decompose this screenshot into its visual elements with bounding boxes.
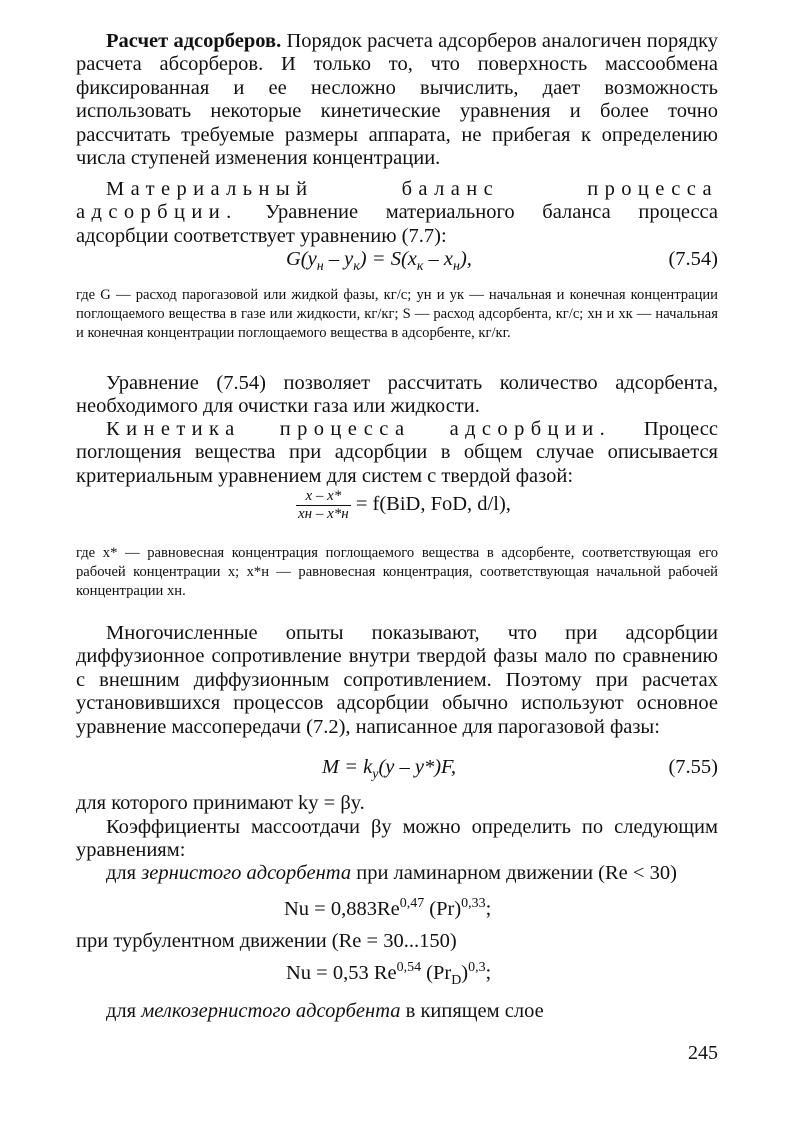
equation-nu-turbulent — [76, 962, 718, 990]
fraction-numerator: x – x* — [296, 488, 351, 506]
fraction — [296, 488, 351, 523]
definitions-text: где G — расход парогазовой или жидкой фазы, кг/с; yн и yк — начальная и конечная концентрации поглощаемого вещества в газе или жидкости, кг/кг; S — расход адсорбента, кг/с; xн и xк — начальная и конечная концентрации поглощаемого вещества в адсорбенте, кг/кг. — [76, 287, 718, 341]
fraction-denominator: xн – x*н — [298, 506, 349, 522]
paragraph-ky — [76, 792, 718, 815]
paragraph-adsorber-calculation — [76, 30, 718, 170]
paragraph-granular: для зернистого адсорбента при ламинарном движении (Re < 30) — [106, 862, 677, 884]
page-number: 245 — [688, 1042, 718, 1064]
paragraph-text: Уравнение материального баланса процесса адсорбции соответствует уравнению (7.7): — [76, 201, 718, 247]
paragraph-coefficients — [76, 816, 718, 863]
paragraph-text: Коэффициенты массоотдачи βy можно определить по следующим уравнениям: — [76, 816, 718, 862]
term-granular-adsorbent: зернистого адсорбента — [141, 862, 352, 884]
paragraph-equation-use — [76, 372, 718, 419]
heading-adsorber-calculation: Расчет адсорберов. — [106, 30, 282, 52]
equation-7-55 — [76, 756, 718, 784]
equation-nu-laminar — [76, 898, 718, 926]
paragraph-turbulent — [76, 930, 718, 953]
paragraph-material-balance — [76, 178, 718, 248]
paragraph-text: Многочисленные опыты показывают, что при адсорбции диффузионное сопротивление внутри твердой фазы мало по сравнению с внешним диффузионным сопротивлением. Поэтому при расчетах установившихся процессов адсорбции обычно используют основное уравнение массопередачи (7.2), написанное для парогазовой фазы: — [76, 622, 718, 738]
equation-expression: $G(y_н - y_к) = S(x_к - x_н)$, — [286, 248, 472, 275]
heading-kinetics: Кинетика процесса адсорбции. — [106, 418, 612, 440]
paragraph-experiments — [76, 622, 718, 739]
definitions-block-1 — [76, 286, 718, 343]
equation-expression: $M = k_y(y - y*)F$, — [322, 756, 457, 783]
heading-material-balance: Материальный баланс процесса адсорбции. — [76, 178, 718, 224]
paragraph-text: при турбулентном движении (Re = 30...150) — [76, 930, 457, 952]
equation-rhs: = f(BiD, FoD, d/l), — [355, 493, 511, 516]
equation-criterial — [76, 488, 718, 532]
paragraph-text: Процесс поглощения вещества при адсорбции в общем случае описывается критериальным уравнением для систем с твердой фазой: — [76, 418, 718, 487]
paragraph-text: Порядок расчета адсорберов аналогичен порядку расчета абсорберов. И только то, что поверхность массообмена фиксированная и ее несложно вычислить, дает возможность использовать некоторые кинетические уравнения и более точно рассчитать требуемые размеры аппарата, не прибегая к определению числа ступеней изменения концентрации. — [76, 30, 719, 170]
term-fine-grained-adsorbent: мелкозернистого адсорбента — [141, 1000, 401, 1022]
equation-number: (7.55) — [668, 756, 718, 778]
definitions-text: где x* — равновесная концентрация поглощаемого вещества в адсорбенте, соответствующая его рабочей концентрации x; x*н — равновесная концентрация, соответствующая начальной рабочей концентрации xн. — [76, 545, 718, 599]
equation-7-54 — [76, 248, 718, 276]
equation-expression: Nu = 0,883Re$^{0,47}$ $(Pr)^{0,33}$; — [284, 896, 492, 920]
definitions-block-2 — [76, 544, 718, 601]
paragraph-kinetics — [76, 418, 718, 488]
equation-number: (7.54) — [668, 248, 718, 270]
paragraph-fine-grained: для мелкозернистого адсорбента в кипящем слое — [106, 1000, 544, 1022]
paragraph-text: Уравнение (7.54) позволяет рассчитать количество адсорбента, необходимого для очистки газа или жидкости. — [76, 372, 718, 418]
equation-expression: Nu = 0,53 Re$^{0,54}$ $(Pr_D)^{0,3}$; — [286, 960, 492, 989]
paragraph-text: для которого принимают ky = βy. — [76, 792, 365, 814]
